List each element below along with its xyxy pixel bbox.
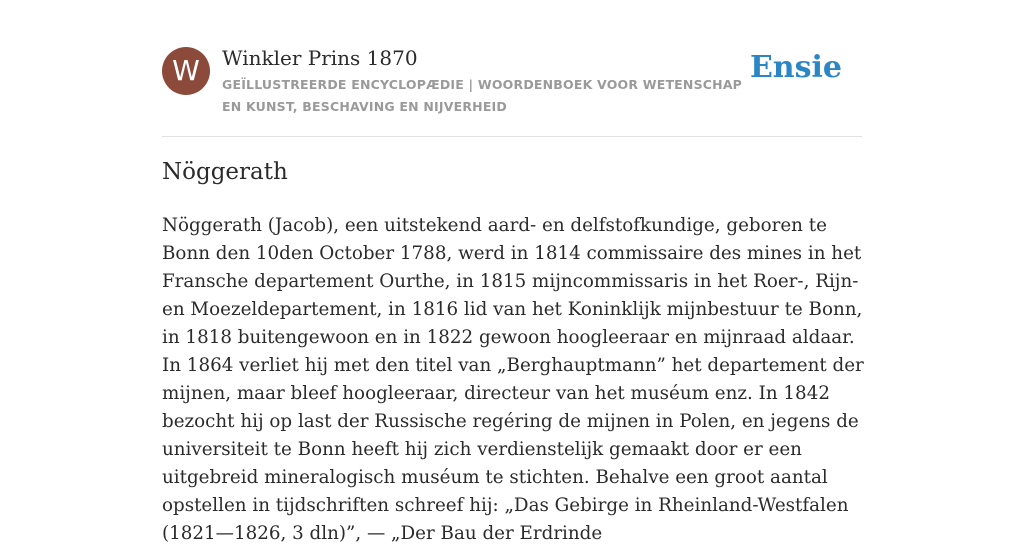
- source-header: [162, 44, 862, 137]
- avatar-letter: W: [172, 54, 200, 87]
- source-avatar[interactable]: [162, 47, 210, 95]
- ensie-logo-link[interactable]: Ensie: [749, 50, 842, 85]
- entry-body: Nöggerath (Jacob), een uitstekend aard- en delfstofkundige, geboren te Bonn den 10den October 1788, werd in 1814 commissaire des mines in het Fransche departement Ourthe, in 1815 mijncommissaris in het Roer-, Rijn- en Moezeldepartement, in 1816 lid van het Koninklijk mijnbestuur te Bonn, in 1818 buitengewoon en in 1822 gewoon hoogleeraar en mijnraad aldaar. In 1864 verliet hij met den titel van „Berghauptmann” het departement der mijnen, maar bleef hoogleeraar, directeur van het muséum enz. In 1842 bezocht hij op last der Russische regéring de mijnen in Polen, en jegens de universiteit te Bonn heeft hij zich verdienstelijk gemaakt door er een uitgebreid mineralogisch muséum te stichten. Behalve een groot aantal opstellen in tijdschriften schreef hij: „Das Gebirge in Rheinland-Westfalen (1821—1826, 3 dln)”, — „Der Bau der Erdrinde: [162, 215, 864, 544]
- entry-title: Nöggerath: [162, 159, 288, 185]
- source-subtitle: GEÏLLUSTREERDE ENCYCLOPÆDIE | WOORDENBOEK VOOR WETENSCHAP EN KUNST, BESCHAVING EN NIJVERHEID: [222, 77, 743, 114]
- source-title[interactable]: Winkler Prins 1870: [222, 46, 418, 70]
